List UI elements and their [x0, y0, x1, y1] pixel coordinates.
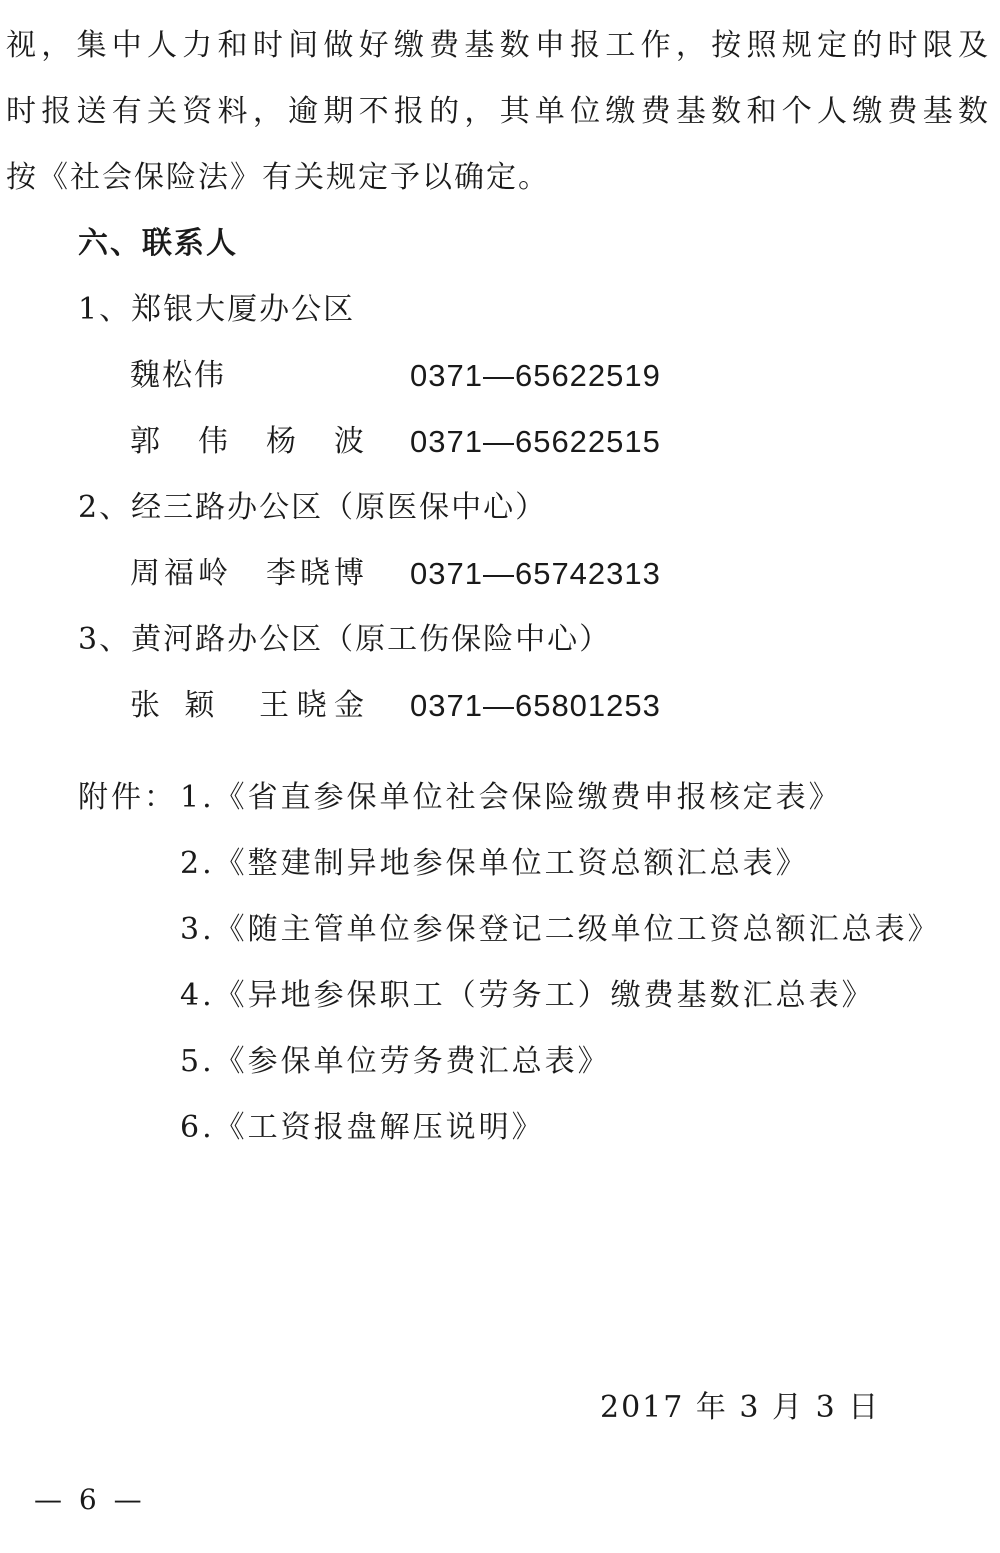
office-2-persons-phone: 0371—65742313 — [410, 556, 661, 591]
office-1-person-2-phone: 0371—65622515 — [410, 424, 661, 459]
attachment-item-6: 6.《工资报盘解压说明》 — [180, 1110, 545, 1145]
office-1-title: 1、郑银大厦办公区 — [78, 292, 356, 327]
office-1-person-1-phone: 0371—65622519 — [410, 358, 661, 393]
paragraph-line-3: 按《社会保险法》有关规定予以确定。 — [6, 160, 550, 195]
office-2-persons-name: 周福岭 李晓博 — [130, 556, 366, 591]
office-1-person-1-name: 魏松伟 — [130, 358, 226, 393]
attachment-item-5: 5.《参保单位劳务费汇总表》 — [180, 1044, 611, 1079]
attachment-item-2: 2.《整建制异地参保单位工资总额汇总表》 — [180, 846, 809, 881]
paragraph-line-1: 视，集中人力和时间做好缴费基数申报工作，按照规定的时限及 — [6, 28, 990, 63]
office-1-person-2-name: 郭 伟 杨 波 — [130, 424, 366, 459]
paragraph-line-2: 时报送有关资料，逾期不报的，其单位缴费基数和个人缴费基数 — [6, 94, 990, 129]
page-number: — 6 — — [34, 1483, 146, 1516]
office-2-title: 2、经三路办公区（原医保中心） — [78, 490, 548, 525]
office-3-title: 3、黄河路办公区（原工伤保险中心） — [78, 622, 612, 657]
document-date: 2017 年 3 月 3 日 — [600, 1390, 881, 1425]
attachment-item-4: 4.《异地参保职工（劳务工）缴费基数汇总表》 — [180, 978, 875, 1013]
office-3-persons-phone: 0371—65801253 — [410, 688, 661, 723]
section-heading-contacts: 六、联系人 — [78, 226, 238, 261]
attachments-label: 附件： — [78, 780, 177, 815]
attachment-item-3: 3.《随主管单位参保登记二级单位工资总额汇总表》 — [180, 912, 941, 947]
office-3-persons-name: 张 颖 王晓金 — [130, 688, 366, 723]
attachment-item-1: 1.《省直参保单位社会保险缴费申报核定表》 — [180, 780, 842, 815]
